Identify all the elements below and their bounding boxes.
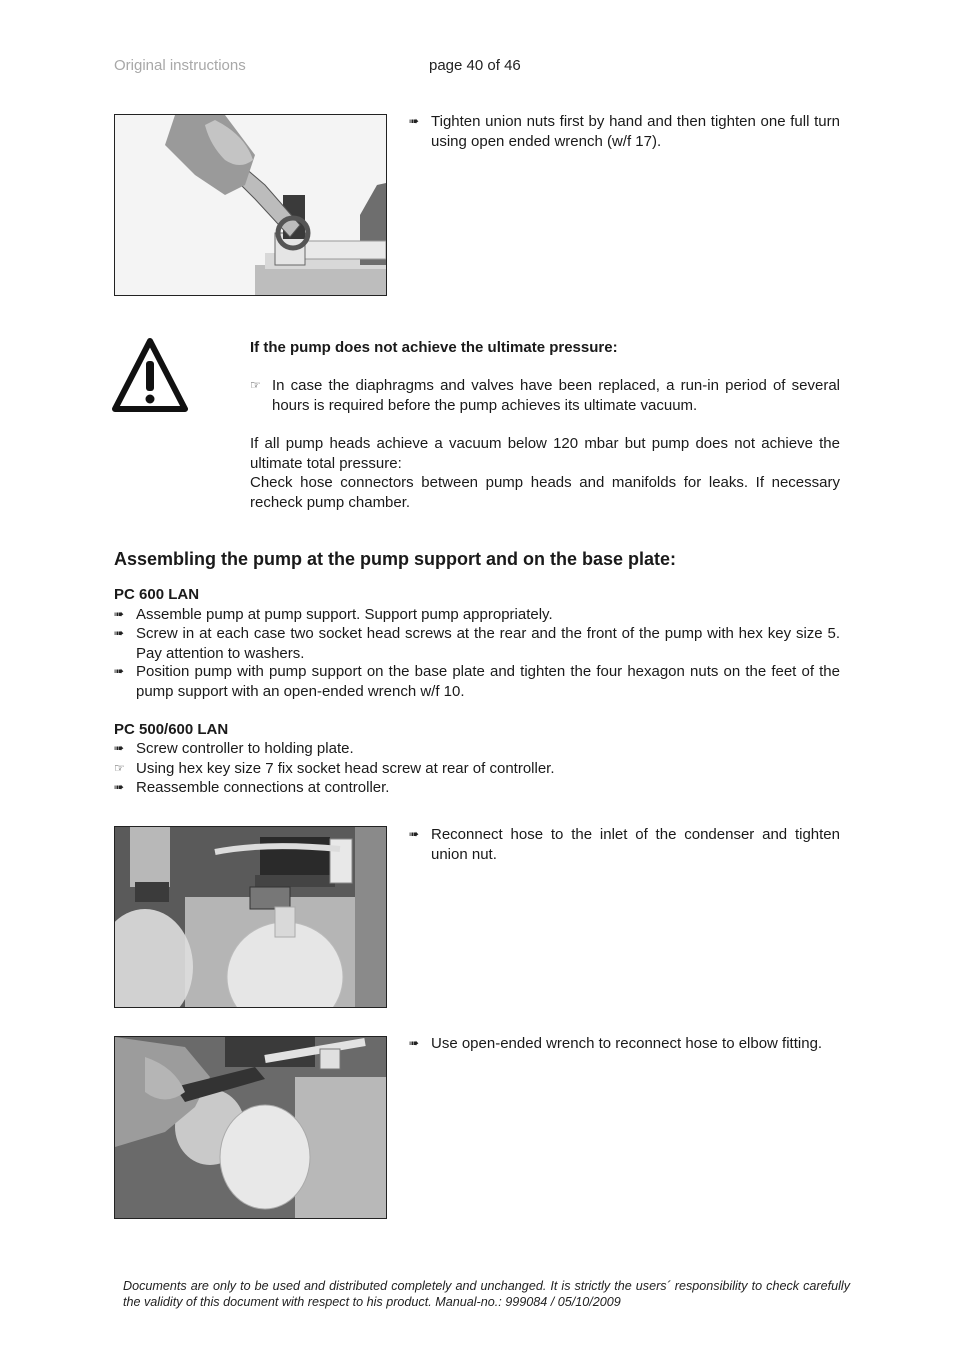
arrow-icon: ➠	[114, 780, 125, 794]
step-text: Use open-ended wrench to reconnect hose to elbow fitting.	[431, 1035, 823, 1052]
warning-note	[250, 376, 840, 415]
photo-condenser-flasks	[114, 826, 387, 1008]
pointing-hand-icon: ☞	[114, 761, 125, 775]
footer-disclaimer: Documents are only to be used and distributed completely and unchanged. It is strictly the users´ responsibility to check carefully the validity of this document with respect to his product. Manual-no.: 999084 / 05/10/2009	[123, 1279, 850, 1309]
warning-triangle-icon	[112, 337, 188, 415]
note-text: In case the diaphragms and valves have been replaced, a run-in period of several hours is required before the pump achieves its ultimate vacuum.	[272, 377, 840, 414]
subheading-pc500: PC 500/600 LAN	[114, 721, 229, 738]
document-title: Original instructions	[114, 57, 246, 74]
list-item: ☞ Using hex key size 7 fix socket head screw at rear of controller.	[114, 760, 555, 777]
arrow-icon: ➠	[409, 1036, 420, 1050]
step-reconnect-elbow	[409, 1034, 840, 1054]
arrow-icon: ➠	[409, 827, 420, 841]
arrow-icon: ➠	[409, 114, 420, 128]
pointing-hand-icon: ☞	[250, 378, 261, 392]
photo-wrench-union-nut	[114, 114, 387, 296]
section-heading: Assembling the pump at the pump support and on the base plate:	[114, 549, 677, 569]
page-number: page 40 of 46	[429, 57, 521, 74]
list-item: ➠ Position pump with pump support on the base plate and tighten the four hexagon nuts on the feet of the pump support with an open-ended wrench w/f 10.	[114, 663, 840, 700]
warning-paragraph-1: If all pump heads achieve a vacuum below 120 mbar but pump does not achieve the ultimate total pressure:	[250, 435, 840, 472]
step-text: Tighten union nuts first by hand and then tighten one full turn using open ended wrench (w/f 17).	[431, 113, 840, 150]
arrow-icon: ➠	[114, 626, 125, 640]
subheading-pc600: PC 600 LAN	[114, 586, 200, 603]
warning-paragraph-2: Check hose connectors between pump heads and manifolds for leaks. If necessary recheck pump chamber.	[250, 474, 840, 511]
list-item: ➠ Assemble pump at pump support. Support pump appropriately.	[114, 606, 553, 623]
arrow-icon: ➠	[114, 607, 125, 621]
arrow-icon: ➠	[114, 664, 125, 678]
list-item: ➠ Screw controller to holding plate.	[114, 740, 354, 757]
list-item: ➠ Screw in at each case two socket head screws at the rear and the front of the pump with hex key size 5. Pay attention to washers.	[114, 625, 840, 662]
warning-title: If the pump does not achieve the ultimate pressure:	[250, 339, 618, 356]
photo-wrench-elbow-fitting	[114, 1036, 387, 1219]
step-reconnect-hose-inlet	[409, 825, 840, 864]
step-tighten-union-nuts	[409, 112, 840, 151]
list-item: ➠ Reassemble connections at controller.	[114, 779, 390, 796]
arrow-icon: ➠	[114, 741, 125, 755]
step-text: Reconnect hose to the inlet of the condenser and tighten union nut.	[431, 826, 840, 863]
